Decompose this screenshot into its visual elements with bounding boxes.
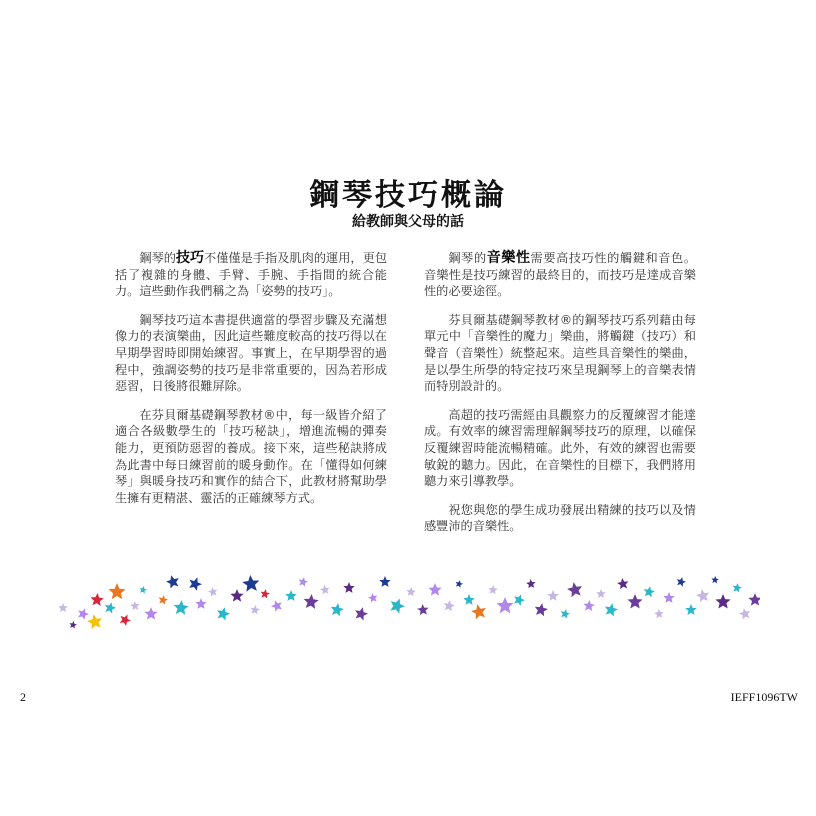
star-icon (627, 594, 642, 608)
star-icon (130, 601, 139, 610)
star-icon (208, 587, 217, 596)
star-icon (514, 594, 525, 605)
right-p1-pre: 鋼琴的 (448, 251, 487, 265)
star-icon (78, 608, 89, 619)
star-icon (711, 576, 719, 583)
star-icon (230, 589, 243, 602)
star-icon (583, 600, 594, 611)
star-icon (285, 590, 296, 601)
star-icon (663, 592, 674, 603)
star-icon (120, 615, 131, 626)
star-icon (605, 603, 618, 616)
star-icon (739, 608, 750, 619)
left-p1-post: 不僅僅是手指及肌肉的運用，更包括了複雜的身體、手臂、手腕、手指間的統合能力。這些動作我們稱之為「姿勢的技巧」。 (115, 251, 388, 299)
right-paragraph-4: 祝您與您的學生成功發展出精練的技巧以及情感豐沛的音樂性。 (424, 502, 696, 534)
star-icon (567, 582, 582, 597)
star-decoration-band (55, 570, 760, 640)
star-icon (139, 586, 146, 594)
star-icon (677, 577, 686, 587)
star-icon (242, 575, 259, 592)
star-icon (696, 589, 709, 602)
right-paragraph-1 (424, 250, 696, 300)
star-icon (685, 604, 696, 615)
star-icon (379, 576, 390, 587)
star-icon (471, 604, 486, 619)
star-icon (299, 577, 308, 586)
page-number: 2 (20, 690, 26, 704)
right-paragraph-3: 高超的技巧需經由具觀察力的反覆練習才能達成。有效率的練習需理解鋼琴技巧的原理，以確保反覆練習時能流暢精確。此外，有效的練習也需要敏銳的聽力。因此，在音樂性的目標下，我們將用聽力來引導教學。 (424, 407, 696, 489)
star-icon (526, 579, 535, 588)
left-p1-pre: 鋼琴的 (139, 251, 176, 265)
page-title: 鋼琴技巧概論 (309, 178, 507, 213)
star-icon (174, 600, 189, 615)
star-icon (444, 600, 455, 611)
star-icon (368, 593, 377, 602)
star-icon (733, 583, 742, 592)
left-paragraph-2: 鋼琴技巧這本書提供適當的學習步驟及充滿想像力的表演樂曲，因此這些難度較高的技巧得以在早期學習時即開始練習。事實上，在早期學習的過程中，強調姿勢的技巧是非常重要的，因為若形成惡習，日後將很難屏除。 (115, 312, 387, 394)
highlight-technique: 技巧 (176, 250, 205, 266)
star-icon (251, 605, 260, 614)
star-icon (496, 597, 513, 613)
star-icon (217, 607, 230, 620)
star-icon (320, 585, 329, 594)
left-paragraph-1 (115, 250, 387, 300)
star-icon (166, 575, 179, 588)
star-icon (617, 578, 628, 589)
star-icon (189, 577, 202, 590)
star-icon (271, 600, 282, 611)
star-icon (159, 595, 168, 604)
right-p1-post: 需要高技巧性的觸鍵和音色。音樂性是技巧練習的最終目的，而技巧是達成音樂性的必要途徑。 (424, 251, 697, 299)
star-icon (456, 580, 463, 588)
star-icon (644, 586, 655, 597)
star-icon (535, 603, 548, 616)
left-text-column (115, 250, 387, 518)
right-paragraph-2: 芬貝爾基礎鋼琴教材®的鋼琴技巧系列藉由每單元中「音樂性的魔力」樂曲，將觸鍵（技巧）和聲音（音樂性）統整起來。這些具音樂性的樂曲，是以學生所學的特定技巧來呈現鋼琴上的音樂表情而特別設計的。 (424, 312, 696, 394)
star-icon (105, 602, 116, 613)
star-icon (596, 589, 606, 598)
star-icon (355, 607, 368, 620)
star-icon (87, 614, 102, 629)
star-icon (91, 593, 104, 606)
star-icon (654, 609, 663, 618)
star-icon (195, 598, 206, 609)
star-icon (715, 594, 730, 608)
highlight-musicality: 音樂性 (486, 250, 531, 266)
star-icon (390, 598, 405, 613)
star-icon (406, 587, 415, 596)
star-icon (488, 585, 497, 594)
left-paragraph-3: 在芬貝爾基礎鋼琴教材®中，每一級皆介紹了適合各級數學生的「技巧秘訣」，增進流暢的彈奏能力，更預防惡習的養成。接下來，這些秘訣將成為此書中每日練習前的暖身動作。在「懂得如何練琴」與暖身技巧和實作的結合下，此教材將幫助學生擁有更精湛、靈活的正確練琴方式。 (115, 407, 387, 505)
star-icon (417, 604, 428, 615)
star-icon (561, 609, 570, 619)
star-icon (547, 590, 558, 601)
star-icon (261, 589, 270, 598)
page-subtitle: 給教師與父母的話 (352, 214, 464, 230)
star-icon (304, 594, 319, 609)
star-icon (108, 583, 125, 599)
right-text-column (424, 250, 696, 547)
star-icon (343, 582, 354, 593)
star-icon (69, 621, 76, 629)
star-icon (748, 593, 760, 606)
star-icon (463, 594, 474, 605)
star-icon (331, 603, 344, 616)
star-icon (58, 603, 68, 612)
book-code: IEFF1096TW (730, 690, 798, 704)
star-icon (144, 607, 157, 620)
star-icon (428, 583, 441, 596)
